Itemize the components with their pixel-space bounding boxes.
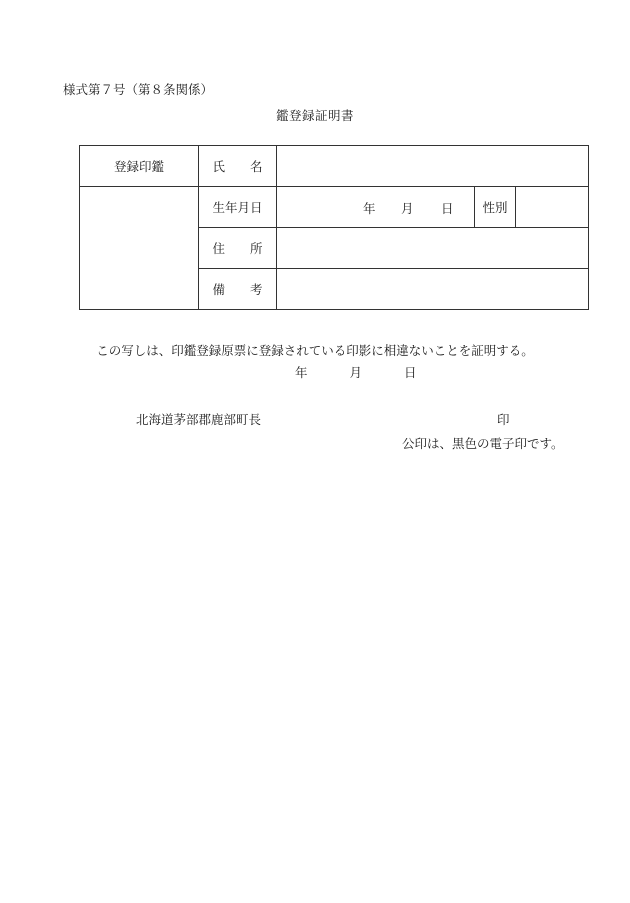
issue-year-unit: 年 bbox=[295, 365, 308, 380]
address-value-cell bbox=[277, 228, 589, 269]
address-label: 住 所 bbox=[212, 241, 263, 256]
seal-header-cell bbox=[80, 146, 199, 187]
birthdate-value-cell bbox=[277, 187, 475, 228]
birthdate-label-cell bbox=[199, 187, 277, 228]
table-row-birthdate bbox=[80, 187, 589, 228]
remarks-value-cell bbox=[277, 269, 589, 310]
issue-day-unit: 日 bbox=[404, 365, 417, 380]
birthdate-label: 生年月日 bbox=[212, 200, 263, 215]
birth-day-unit: 日 bbox=[441, 201, 454, 216]
sex-label: 性別 bbox=[482, 200, 508, 215]
certificate-table bbox=[79, 145, 589, 310]
remarks-label: 備 考 bbox=[212, 282, 263, 297]
document-title: 鑑登録証明書 bbox=[275, 108, 354, 123]
birth-month-unit: 月 bbox=[401, 201, 414, 216]
registered-seal-label: 登録印鑑 bbox=[113, 159, 164, 174]
issue-month-unit: 月 bbox=[349, 365, 363, 380]
official-seal-mark: 印 bbox=[497, 412, 510, 427]
name-value-cell bbox=[277, 146, 589, 187]
certification-statement: この写しは、印鑑登録原票に登録されている印影に相違ないことを証明する。 bbox=[96, 343, 534, 358]
sex-value-cell bbox=[516, 187, 589, 228]
issue-date bbox=[295, 363, 417, 381]
remarks-label-cell bbox=[199, 269, 277, 310]
issuer-title: 北海道茅部郡鹿部町長 bbox=[136, 412, 262, 427]
sex-label-cell bbox=[475, 187, 516, 228]
name-label: 氏 名 bbox=[212, 159, 263, 174]
birth-year-unit: 年 bbox=[363, 201, 376, 216]
address-label-cell bbox=[199, 228, 277, 269]
table-row-name bbox=[80, 146, 589, 187]
seal-impression-cell bbox=[80, 187, 199, 310]
electronic-seal-note: 公印は、黒色の電子印です。 bbox=[402, 436, 564, 451]
name-label-cell bbox=[199, 146, 277, 187]
form-number: 様式第７号（第８条関係） bbox=[63, 82, 214, 97]
